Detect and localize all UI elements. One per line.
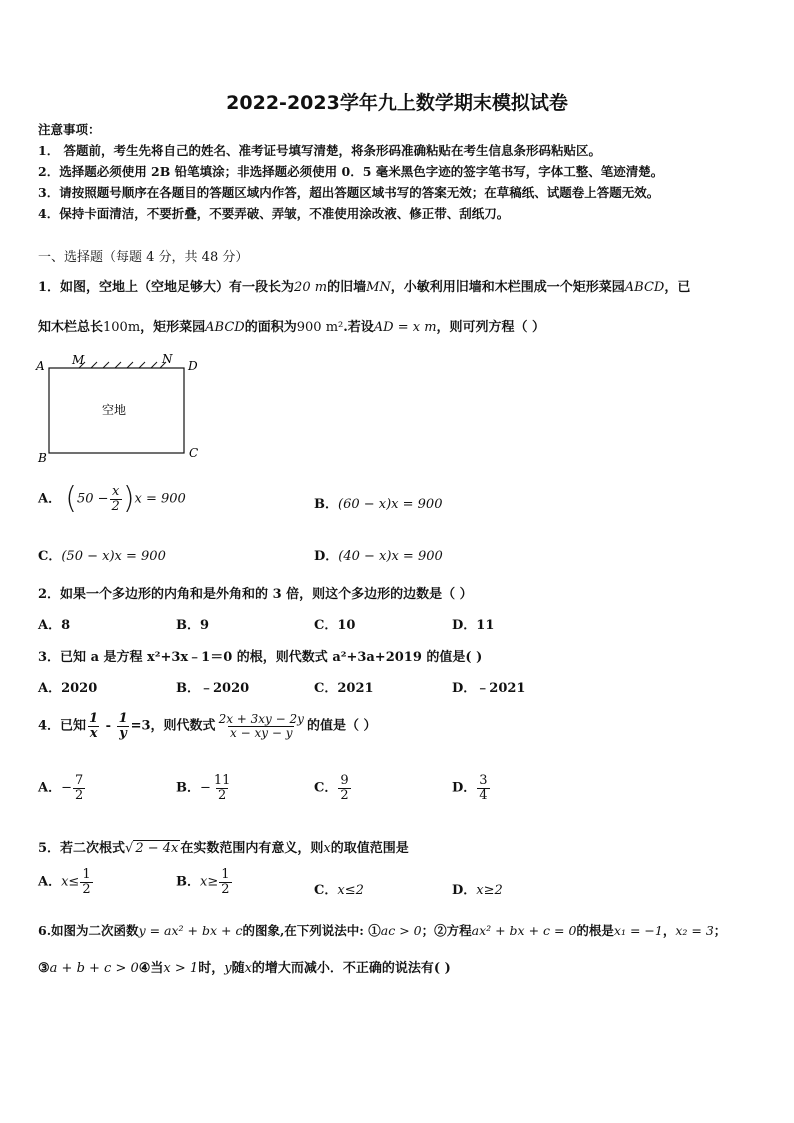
q2-option-D: D．11 [452,618,495,633]
q1-option-B: B．(60 − x)x = 900 [314,497,443,512]
q4-option-B: B．− $\frac{11}{2}$ [176,773,231,803]
question-6-line1: 6.如图为二次函数y = ax² + bx + c的图象,在下列说法中: ①ac > 0；②方程ax² + bx + c = 0的根是x₁ = −1，x₂ = 3； [38,923,727,938]
q2-option-C: C．10 [314,618,356,633]
q1-option-C: C．(50 − x)x = 900 [38,549,166,564]
q5-option-D: D．x≥2 [452,883,503,898]
question-5: 5．若二次根式√ 2 − 4x 在实数范围内有意义，则x的取值范围是 [38,841,409,856]
question-3: 3．已知 a 是方程 x²+3x﹣1＝0 的根，则代数式 a²+3a+2019 的值是( ) [38,650,483,665]
q3-option-C: C．2021 [314,681,374,696]
label-D: D [188,359,198,373]
q4-option-A: A．− $\frac{7}{2}$ [38,773,84,803]
label-N: N [162,352,173,366]
q4-option-C: C． $\frac{9}{2}$ [314,773,349,803]
rectangle-garden-figure [34,348,214,468]
label-C: C [189,446,199,460]
q2-option-A: A．8 [38,618,71,633]
label-empty-land: 空地 [102,403,127,417]
question-6-line2: ③a + b + c > 0④当x > 1时，y随x的增大而减小．不正确的说法有( ) [38,961,451,976]
page-title: 2022-2023学年九上数学期末模拟试卷 [226,92,568,114]
notice-item: 4．保持卡面清洁，不要折叠，不要弄破、弄皱，不准使用涂改液、修正带、刮纸刀。 [38,206,510,221]
section-heading: 一、选择题（每题 4 分，共 48 分） [38,250,249,265]
q5-option-B: B．x≥ $\frac{1}{2}$ [176,867,230,897]
wall-hatching [79,362,166,368]
notice-item: 1． 答题前，考生先将自己的姓名、准考证号填写清楚，将条形码准确粘贴在考生信息条形码粘贴区。 [38,143,602,158]
notice-heading: 注意事项： [38,122,101,137]
notice-item: 2．选择题必须使用 2B 铅笔填涂；非选择题必须使用 0．5 毫米黑色字迹的签字笔书写，字体工整、笔迹清楚。 [38,164,664,179]
q3-option-B: B．﹣2020 [176,681,250,696]
question-1-line2: 知木栏总长100m，矩形菜园ABCD的面积为900 m².若设AD = x m，则可列方程（ ） [38,320,546,335]
label-M: M [72,353,85,367]
q3-option-D: D．﹣2021 [452,681,526,696]
label-A: A [36,359,45,373]
q5-option-A: A．x≤ $\frac{1}{2}$ [38,867,91,897]
question-1-line1: 1．如图，空地上（空地足够大）有一段长为20 m的旧墙MN，小敏利用旧墙和木栏围成一个矩形菜园ABCD，已 [38,280,691,295]
question-2: 2．如果一个多边形的内角和是外角和的 3 倍，则这个多边形的边数是（ ） [38,587,473,602]
q4-option-D: D． $\frac{3}{4}$ [452,773,488,803]
label-B: B [38,451,47,465]
q5-option-C: C．x≤2 [314,883,364,898]
q2-option-B: B．9 [176,618,210,633]
notice-item: 3．请按照题号顺序在各题目的答题区域内作答，超出答题区域书写的答案无效；在草稿纸、试题卷上答题无效。 [38,185,660,200]
q3-option-A: A．2020 [38,681,98,696]
q1-option-D: D．(40 − x)x = 900 [314,549,443,564]
question-4: 4．已知 $\frac{1}{x}$ - $\frac{1}{y}$ =3，则代数式 $\frac{2x + 3xy - 2y}{x - xy - y}$ 的值是（ ） [38,711,377,741]
q1-option-A: A． (50 − $\frac{x}{2}$ )x = 900 [38,481,186,516]
